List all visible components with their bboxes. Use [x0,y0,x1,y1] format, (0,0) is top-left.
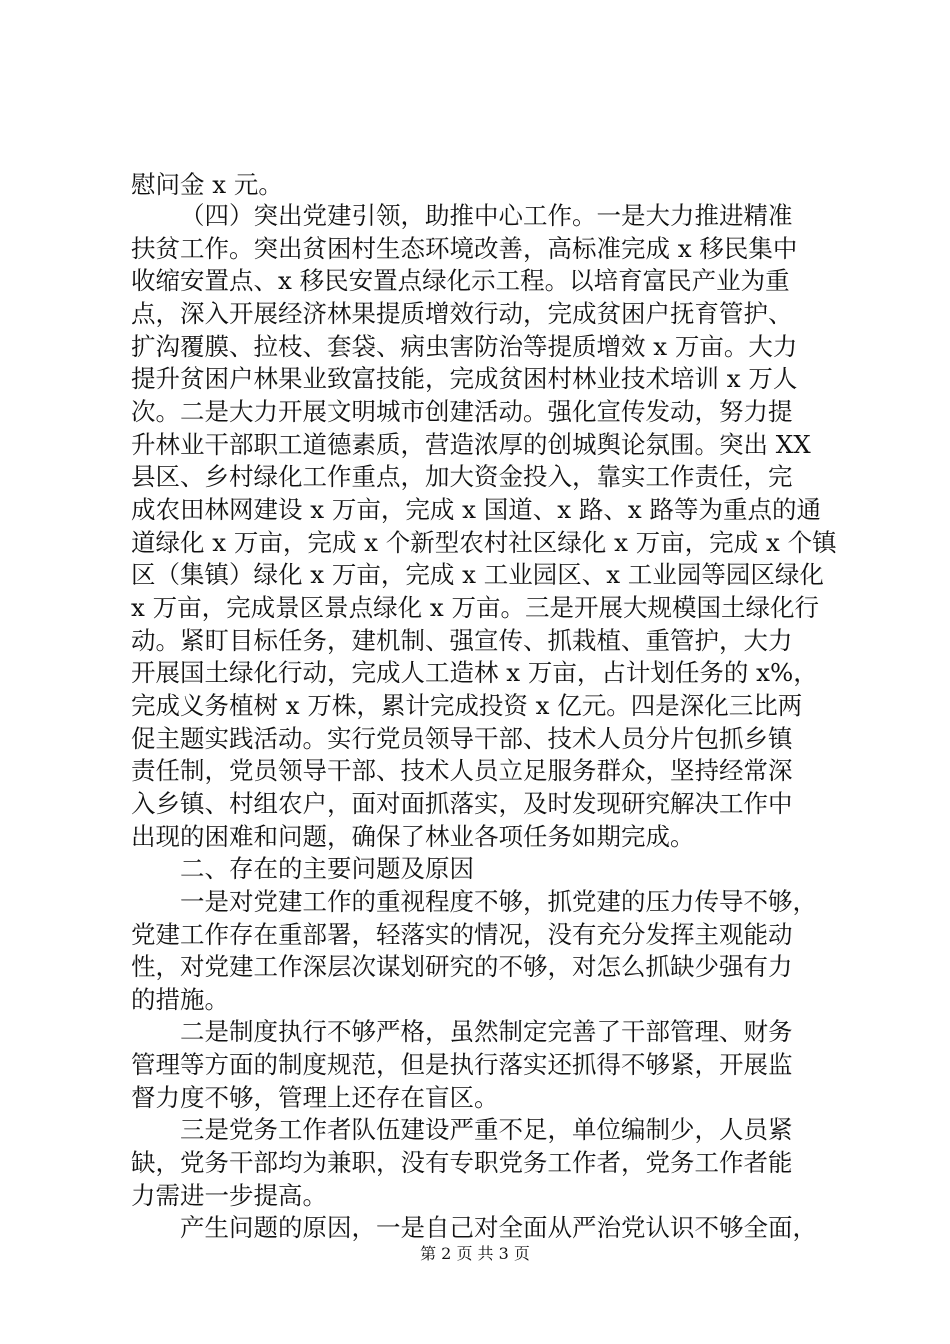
text-line: 促主题实践活动。实行党员领导干部、技术人员分片包抓乡镇 [131,724,793,753]
text-line: 成农田林网建设 x 万亩，完成 x 国道、x 路、x 路等为重点的通 [131,495,821,524]
text-line: 缺，党务干部均为兼职，没有专职党务工作者，党务工作者能 [131,1148,793,1177]
text-line: 的措施。 [131,985,229,1014]
text-line: 点，深入开展经济林果提质增效行动，完成贫困户抚育管护、 [131,299,793,328]
text-line: 督力度不够，管理上还存在盲区。 [131,1083,499,1112]
text-line: 次。二是大力开展文明城市创建活动。强化宣传发动，努力提 [131,397,793,426]
text-line: 性，对党建工作深层次谋划研究的不够，对怎么抓缺少强有力 [131,952,793,981]
section-heading: 二、存在的主要问题及原因 [180,854,474,883]
text-line: 道绿化 x 万亩，完成 x 个新型农村社区绿化 x 万亩，完成 x 个镇 [131,528,837,557]
text-line: 扶贫工作。突出贫困村生态环境改善，高标准完成 x 移民集中 [131,234,798,263]
text-line: 一是对党建工作的重视程度不够，抓党建的压力传导不够， [180,887,817,916]
text-line: 县区、乡村绿化工作重点，加大资金投入，靠实工作责任，完 [131,462,793,491]
text-line: 扩沟覆膜、拉枝、套袋、病虫害防治等提质增效 x 万亩。大力 [131,332,798,361]
text-line: 升林业干部职工道德素质，营造浓厚的创城舆论氛围。突出 XX [131,430,811,459]
text-line: 入乡镇、村组农户，面对面抓落实，及时发现研究解决工作中 [131,789,793,818]
text-line: 提升贫困户林果业致富技能，完成贫困村林业技术培训 x 万人 [131,364,798,393]
text-line: 三是党务工作者队伍建设严重不足，单位编制少，人员紧 [180,1115,793,1144]
text-line: 二是制度执行不够严格，虽然制定完善了干部管理、财务 [180,1017,793,1046]
text-line: 区（集镇）绿化 x 万亩，完成 x 工业园区、x 工业园等园区绿化 [131,560,824,589]
page-footer: 第 2 页 共 3 页 [420,1244,530,1263]
text-line: 党建工作存在重部署，轻落实的情况，没有充分发挥主观能动 [131,920,793,949]
text-line: 完成义务植树 x 万株，累计完成投资 x 亿元。四是深化三比两 [131,691,803,720]
text-line: 开展国土绿化行动，完成人工造林 x 万亩，占计划任务的 x%， [131,658,818,687]
text-line: 慰问金 x 元。 [131,170,283,199]
text-line: 出现的困难和问题，确保了林业各项任务如期完成。 [131,822,695,851]
text-line: 产生问题的原因，一是自己对全面从严治党认识不够全面， [180,1213,817,1242]
text-line: （四）突出党建引领，助推中心工作。一是大力推进精准 [180,201,793,230]
text-line: 动。紧盯目标任务，建机制、强宣传、抓栽植、重管护，大力 [131,626,793,655]
text-line: x 万亩，完成景区景点绿化 x 万亩。三是开展大规模国土绿化行 [131,593,819,622]
text-line: 管理等方面的制度规范，但是执行落实还抓得不够紧，开展监 [131,1050,793,1079]
text-line: 责任制，党员领导干部、技术人员立足服务群众，坚持经常深 [131,756,793,785]
text-line: 收缩安置点、x 移民安置点绿化示工程。以培育富民产业为重 [131,266,790,295]
text-line: 力需进一步提高。 [131,1181,327,1210]
